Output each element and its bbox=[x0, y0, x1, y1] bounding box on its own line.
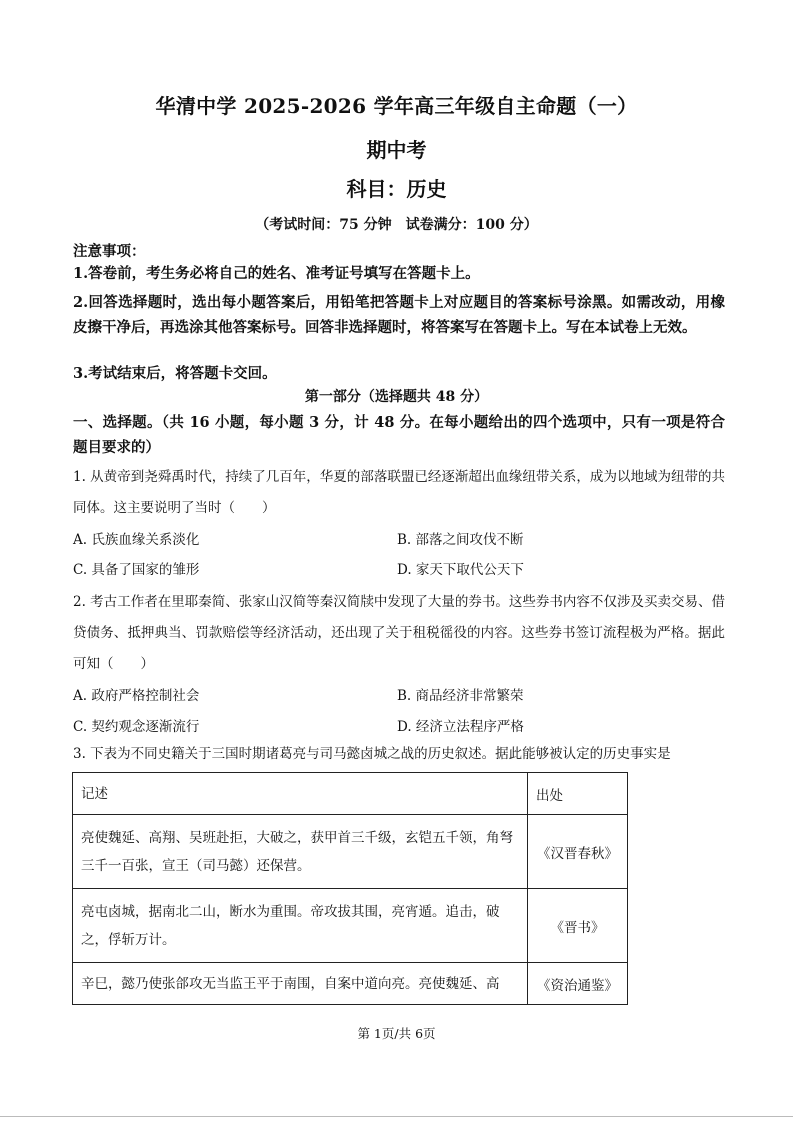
question-2-option-d: D. 经济立法程序严格 bbox=[397, 719, 524, 735]
page-number: 第 1页/共 6页 bbox=[357, 1026, 436, 1041]
question-2-option-c: C. 契约观念逐渐流行 bbox=[73, 719, 200, 735]
section-instruction: 一、选择题。（共 16 小题，每小题 3 分，计 48 分。在每小题给出的四个选项中，只有一项是符合题目要求的） bbox=[73, 414, 725, 456]
question-2-stem: 2. 考古工作者在里耶秦简、张家山汉简等秦汉简牍中发现了大量的券书。这些券书内容不仅涉及买卖交易、借贷债务、抵押典当、罚款赔偿等经济活动，还出现了关于租税徭役的内容。这些券书签订流程极为严格。据此可知（ ） bbox=[73, 594, 725, 672]
exam-title: 华清中学 2025-2026 学年高三年级自主命题（一） bbox=[155, 94, 638, 118]
table-cell-source: 《晋书》 bbox=[528, 889, 628, 963]
exam-info: （考试时间：75 分钟 试卷满分：100 分） bbox=[255, 217, 538, 233]
table-header-row bbox=[73, 773, 628, 815]
notice-item-1: 1.答卷前，考生务必将自己的姓名、准考证号填写在答题卡上。 bbox=[73, 265, 480, 282]
table-header-source: 出处 bbox=[528, 773, 628, 815]
question-1-option-d: D. 家天下取代公天下 bbox=[397, 562, 524, 578]
notice-item-2: 2.回答选择题时，选出每小题答案后，用铅笔把答题卡上对应题目的答案标号涂黑。如需改动，用橡皮擦干净后，再选涂其他答案标号。回答非选择题时，将答案写在答题卡上。写在本试卷上无效。 bbox=[73, 294, 725, 336]
question-3-stem: 3. 下表为不同史籍关于三国时期诸葛亮与司马懿卤城之战的历史叙述。据此能够被认定的历史事实是 bbox=[73, 746, 671, 762]
question-1-option-c: C. 具备了国家的雏形 bbox=[73, 562, 200, 578]
table-row bbox=[73, 963, 628, 1005]
question-2-option-b: B. 商品经济非常繁荣 bbox=[397, 688, 524, 704]
table-cell-record: 亮使魏延、高翔、吴班赴拒，大破之，获甲首三千级，玄铠五千领，角弩三千一百张，宣王（司马懿）还保营。 bbox=[73, 815, 528, 889]
table-cell-record: 亮屯卤城，据南北二山，断水为重围。帝攻拔其围，亮宵遁。追击，破之，俘斩万计。 bbox=[73, 889, 528, 963]
part1-title: 第一部分（选择题共 48 分） bbox=[304, 389, 489, 405]
notice-item-3: 3.考试结束后，将答题卡交回。 bbox=[73, 365, 277, 382]
table-cell-record: 辛巳，懿乃使张郃攻无当监王平于南围，自案中道向亮。亮使魏延、高 bbox=[73, 963, 528, 1005]
page-bottom-divider bbox=[0, 1116, 793, 1117]
table-row bbox=[73, 889, 628, 963]
question-2-option-a: A. 政府严格控制社会 bbox=[73, 688, 200, 704]
exam-subtitle: 期中考 bbox=[366, 138, 427, 162]
table-header-record: 记述 bbox=[73, 773, 528, 815]
table-cell-source: 《资治通鉴》 bbox=[528, 963, 628, 1005]
table-cell-source: 《汉晋春秋》 bbox=[528, 815, 628, 889]
question-1-option-b: B. 部落之间攻伐不断 bbox=[397, 532, 524, 548]
question-1-option-a: A. 氏族血缘关系淡化 bbox=[73, 532, 200, 548]
notice-title: 注意事项： bbox=[73, 243, 146, 260]
question-1-stem: 1. 从黄帝到尧舜禹时代，持续了几百年，华夏的部落联盟已经逐渐超出血缘纽带关系，成为以地域为纽带的共同体。这主要说明了当时（ ） bbox=[73, 469, 725, 516]
exam-subject: 科目：历史 bbox=[346, 177, 447, 201]
table-row bbox=[73, 815, 628, 889]
history-sources-table bbox=[72, 772, 628, 1005]
